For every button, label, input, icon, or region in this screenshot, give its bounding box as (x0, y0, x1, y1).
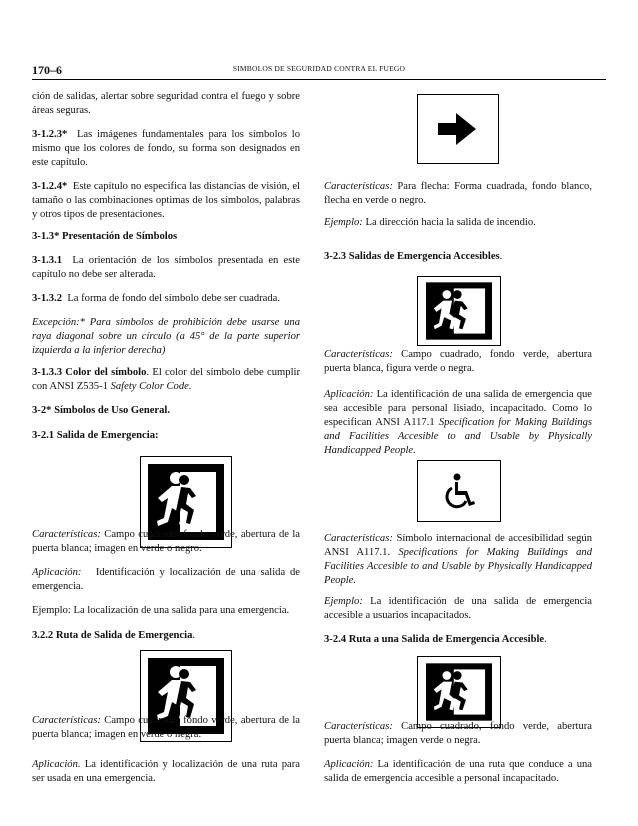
paragraph: Ejemplo: La localización de una salida para una emergencia. (32, 605, 290, 616)
paragraph: ción de salidas, alertar sobre seguridad contra el fuego y sobre áreas seguras. (32, 91, 300, 116)
paragraph: Aplicación: La identificación de una salida de emergencia que sea accesible para personal lisiado, incapacitado. Como lo especifican ANSI A117.1 Specification for Making Buildings and Facilities Accesible to and Usable by Physically Handicapped People. (324, 389, 593, 456)
page-number: 170–6 (32, 63, 62, 77)
section-heading: 3-2.4 Ruta a una Salida de Emergencia Accesible. (324, 634, 547, 645)
wheelchair-icon (439, 471, 479, 511)
paragraph: Aplicación. La identificación y localización de una ruta para ser usada en una emergencia. (32, 759, 300, 784)
accessibility-symbol (417, 460, 501, 522)
paragraph: Aplicación: Identificación y localización de una salida de emergencia. (32, 567, 300, 592)
exit-running-man-icon (426, 282, 492, 340)
paragraph: 3-1.3.1 La orientación de los símbolos presentada en este capítulo no debe ser alterada. (32, 255, 301, 280)
section-heading: 3-1.3* Presentación de Símbolos (32, 231, 178, 242)
paragraph: Características: Campo cuadrado, fondo verde, abertura de la puerta blanca; imagen en verde o negro. (32, 529, 300, 554)
running-head: SIMBOLOS DE SEGURIDAD CONTRA EL FUEGO (232, 64, 406, 73)
header-rule (32, 79, 606, 80)
paragraph: Características: Campo cuadrado, fondo verde, abertura de la puerta blanca; imagen en verde o negra. (32, 715, 300, 740)
section-heading: 3-2* Símbolos de Uso General. (32, 405, 171, 416)
paragraph: 3-1.2.3* Las imágenes fundamentales para los símbolos lo mismo que los colores de fondo, su forma son designados en este capítulo. (32, 129, 301, 168)
paragraph: Ejemplo: La identificación de una salida de emergencia accesible a usuarios incapacitados. (324, 596, 592, 621)
paragraph: Ejemplo: La dirección hacia la salida de incendio. (324, 217, 536, 228)
accessible-exit-route-symbol (417, 656, 501, 728)
exit-running-man-icon (426, 662, 492, 722)
paragraph: Características: Símbolo internacional de accesibilidad según ANSI A117.1. Specifications for Making Buildings and Facilities Accesible to and Usable by Physically Handicapped People. (324, 533, 592, 586)
paragraph: 3-1.2.4* Este capítulo no especifica las distancias de visión, el tamaño o las combinaciones optimas de los símbolos, palabras y otros tipos de presentaciones. (32, 181, 300, 220)
section-heading: 3-2.1 Salida de Emergencia: (32, 430, 159, 441)
section-heading: 3-2.3 Salidas de Emergencia Accesibles. (324, 251, 503, 262)
arrow-right-icon (436, 111, 480, 147)
paragraph: Características: Campo cuadrado, fondo verde, abertura puerta blanca; imagen verde o negra. (324, 721, 592, 746)
paragraph: 3-1.3.2 La forma de fondo del símbolo debe ser cuadrada. (32, 293, 280, 304)
paragraph: Características: Campo cuadrado, fondo verde, abertura puerta blanca, figura verde o negra. (324, 349, 592, 374)
section-heading: 3.2.2 Ruta de Salida de Emergencia. (32, 630, 196, 641)
accessible-exit-symbol (417, 276, 501, 346)
paragraph: 3-1.3.3 Color del símbolo. El color del símbolo debe cumplir con ANSI Z535-1 Safety Color Code. (32, 367, 300, 392)
paragraph: Características: Para flecha: Forma cuadrada, fondo blanco, flecha en verde o negro. (324, 181, 592, 206)
arrow-symbol (417, 94, 499, 164)
page-header (32, 63, 606, 77)
paragraph: Aplicación: La identificación de una ruta que conduce a una salida de emergencia accesible a personal incapacitado. (324, 759, 592, 784)
exception-paragraph: Excepción:* Para símbolos de prohibición debe usarse una raya diagonal sobre un círculo (a 45° de la parte superior izquierda a la inferior derecha) (32, 317, 300, 356)
